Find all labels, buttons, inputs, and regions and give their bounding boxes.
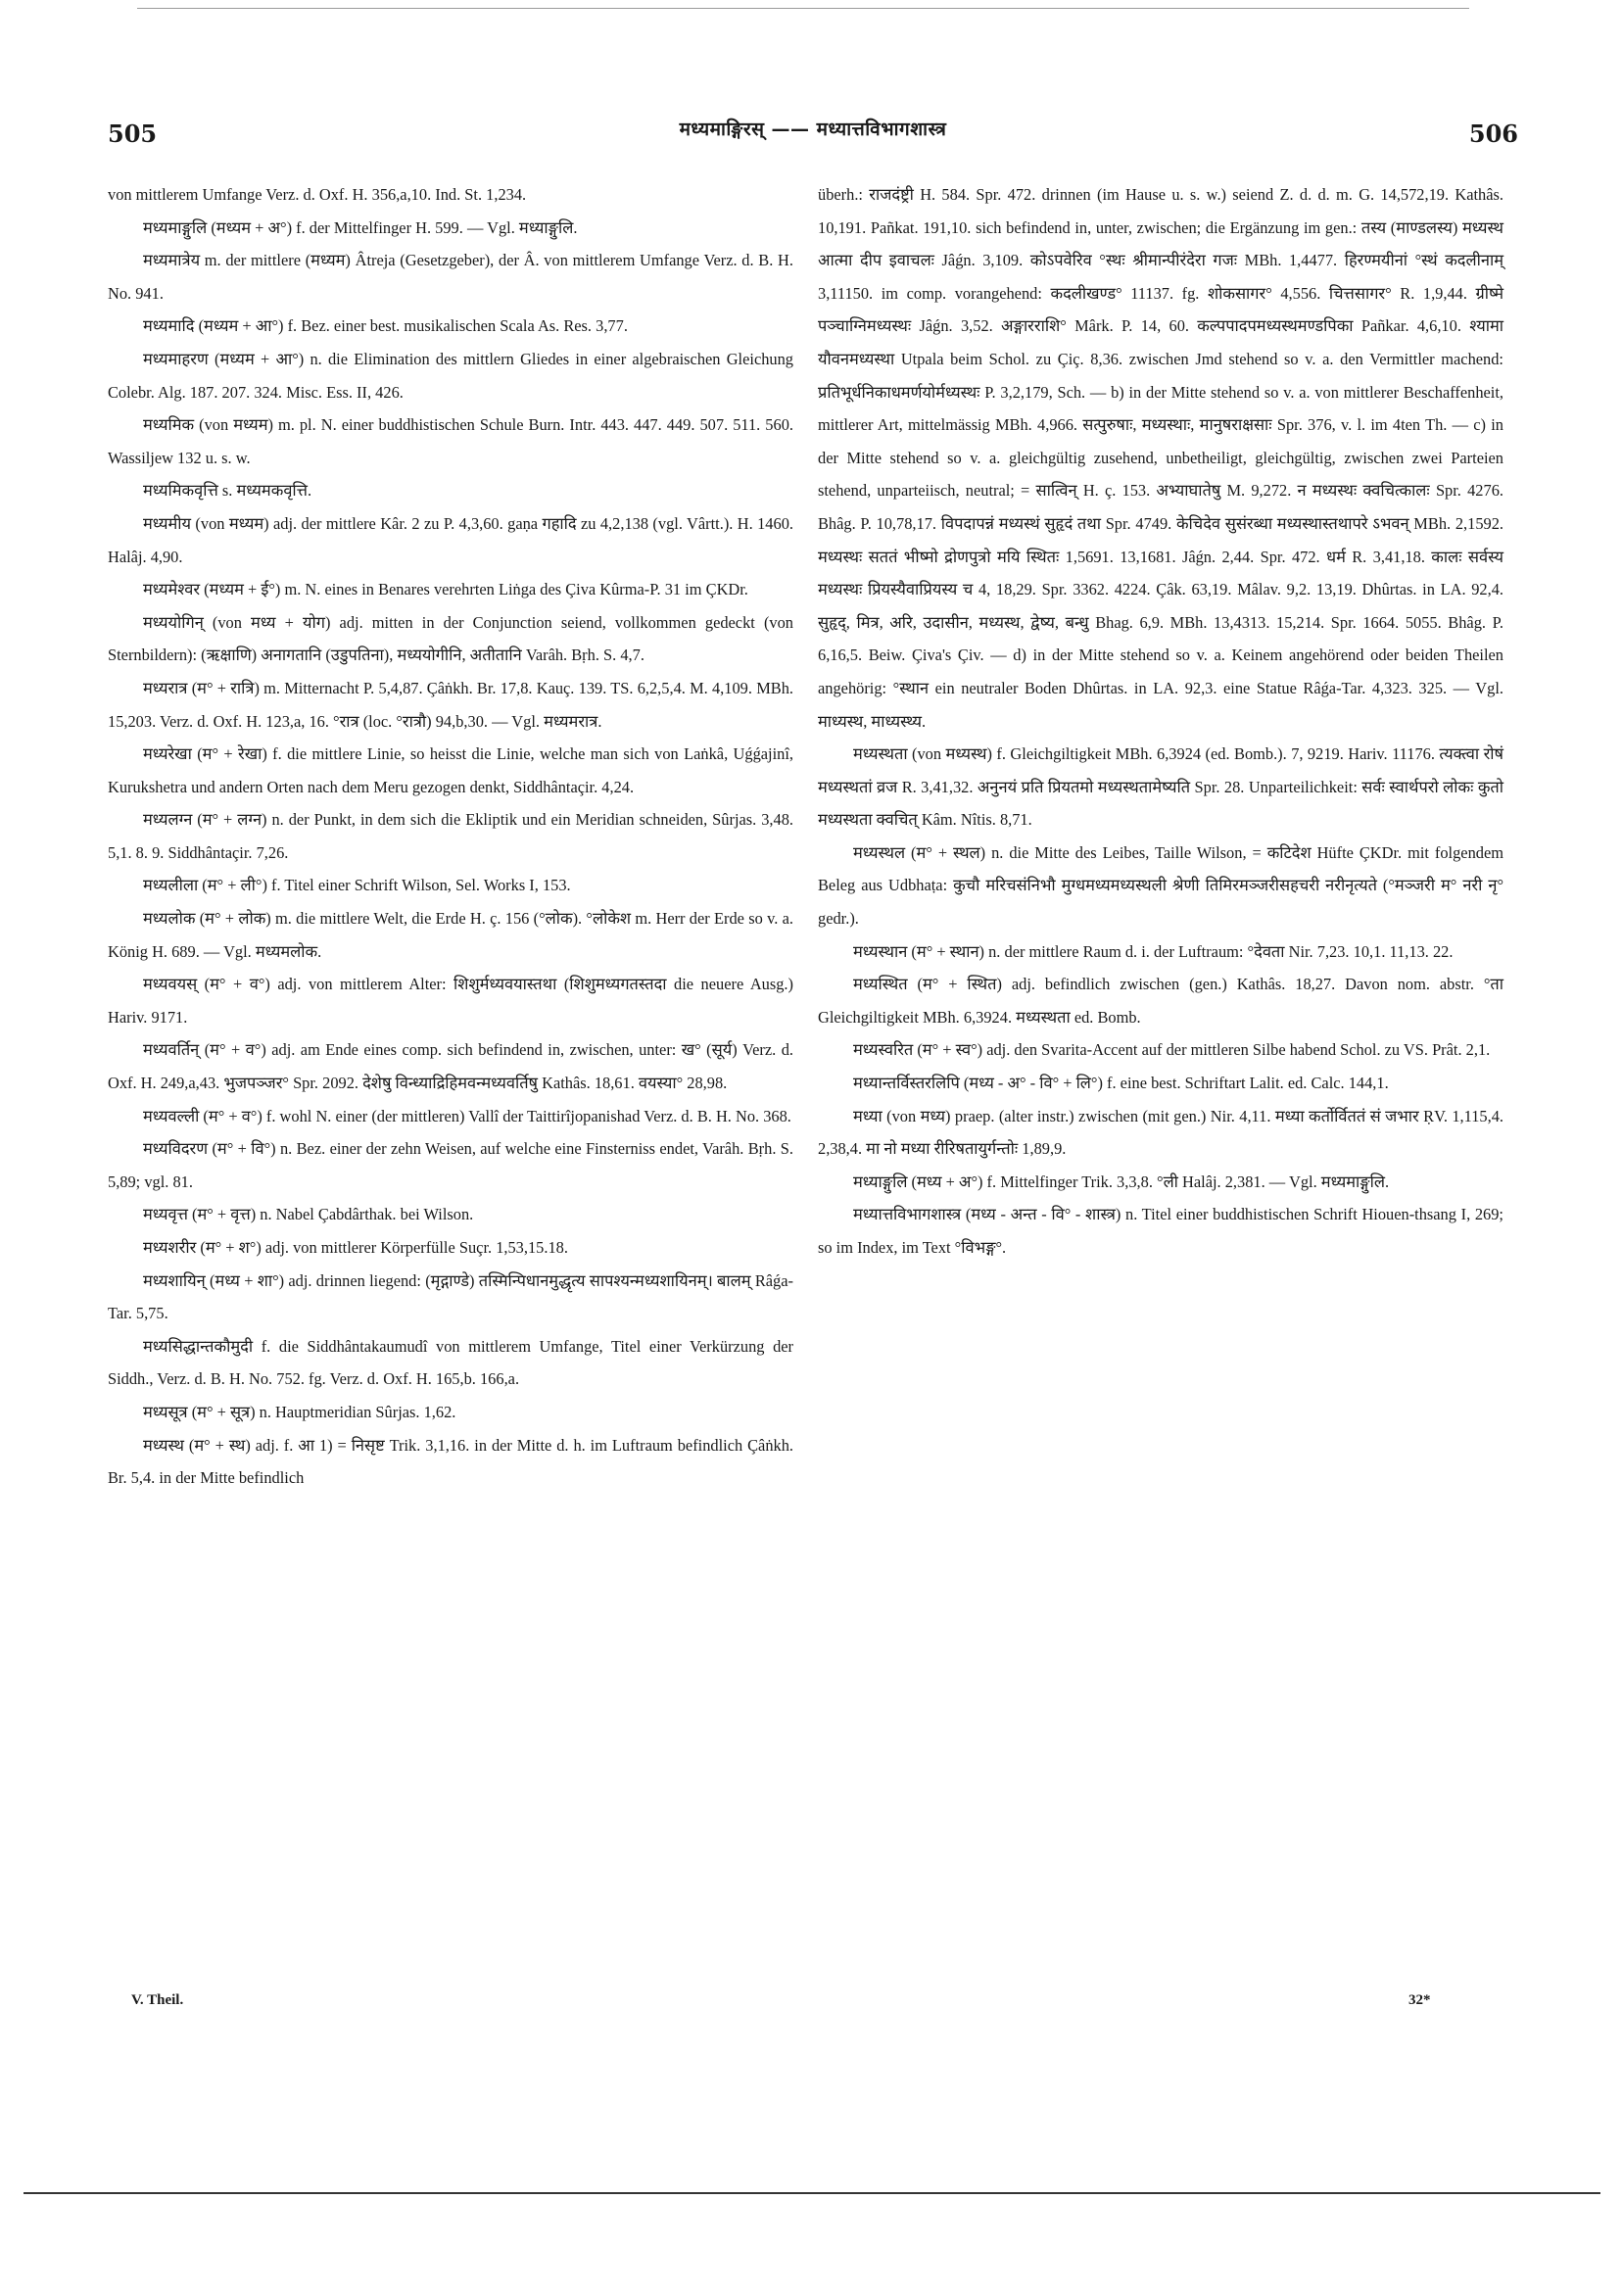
dictionary-entry: मध्यमिकवृत्ति s. मध्यमकवृत्ति. (143, 481, 312, 501)
dictionary-entry: मध्यमेश्वर (मध्यम + ई°) m. N. eines in Benares verehrten Liṅga des Çiva Kûrma-P. 31 im ÇKDr. (143, 580, 748, 599)
dictionary-entry: मध्यमिक (von मध्यम) m. pl. N. einer buddhistischen Schule Burn. Intr. 443. 447. 449. 507. 511. 560. Wassiljew 132 u. s. w. (108, 415, 793, 467)
dictionary-entry: मध्या (von मध्य) praep. (alter instr.) zwischen (mit gen.) Nir. 4,11. मध्या कर्तोर्विततं सं जभार ṚV. 1,115,4. 2,38,4. मा नो मध्या रीरिषतायुर्गन्तोः 1,89,9. (818, 1106, 1503, 1159)
dictionary-entry: मध्यलोक (म° + लोक) m. die mittlere Welt, die Erde H. ç. 156 (°लोक). °लोकेश m. Herr der Erde so v. a. König H. 689. — Vgl. मध्यमलोक. (108, 909, 793, 961)
dictionary-entry: मध्ययोगिन् (von मध्य + योग) adj. mitten in der Conjunction seiend, vollkommen gedeckt (von Sternbildern): (ऋक्षाणि) अनागतानि (उडुपतिना), मध्ययोगीनि, अतीतानि Varâh. Bṛh. S. 4,7. (108, 612, 793, 665)
left-column (108, 178, 793, 1495)
running-title: मध्यमाङ्गिरस् —— मध्यात्तविभागशास्त्र (679, 119, 947, 140)
dictionary-entry: मध्यविदरण (म° + वि°) n. Bez. einer der zehn Weisen, auf welche eine Finsterniss endet, Varâh. Bṛh. S. 5,89; vgl. 81. (108, 1139, 793, 1191)
dictionary-entry: मध्यमीय (von मध्यम) adj. der mittlere Kâr. 2 zu P. 4,3,60. gaṇa गहादि zu 4,2,138 (vgl. Vârtt.). H. 1460. Halâj. 4,90. (108, 513, 793, 566)
dictionary-entry: मध्यशायिन् (मध्य + शा°) adj. drinnen liegend: (मृद्गाण्डे) तस्मिन्पिधानमुद्धृत्य सापश्यन्मध्यशायिनम्। बालम् Râǵa-Tar. 5,75. (108, 1270, 793, 1323)
dictionary-entry: von mittlerem Umfange Verz. d. Oxf. H. 356,a,10. Ind. St. 1,234. (108, 185, 527, 204)
page-number-right: 506 (1468, 120, 1518, 148)
dictionary-entry: मध्यान्तर्विस्तरलिपि (मध्य - अ° - वि° + लि°) f. eine best. Schriftart Lalit. ed. Calc. 144,1. (853, 1074, 1389, 1093)
page-number-left: 505 (108, 120, 158, 148)
scan-edge-line (137, 8, 1469, 9)
dictionary-entry: मध्यमादि (मध्यम + आ°) f. Bez. einer best. musikalischen Scala As. Res. 3,77. (143, 316, 628, 336)
dictionary-entry: मध्यमाङ्गुलि (मध्यम + अ°) f. der Mittelfinger H. 599. — Vgl. मध्याङ्गुलि. (143, 217, 578, 237)
dictionary-entry: überh.: राजदंष्ट्री H. 584. Spr. 472. drinnen (im Hause u. s. w.) seiend Z. d. d. m. G. 14,572,19. Kathâs. 10,191. Pañkat. 191,10. sich befindend in, unter, zwischen; die Ergänzung im gen.: तस्य (माण्डलस्य) मध्यस्थ आत्मा दीप इवाचलः Jâǵn. 3,109. कोऽपवेरिव °स्थः श्रीमान्पीरंदेरा गजः MBh. 1,4477. हिरण्मयीनां °स्थं कदलीनाम् 3,11150. im comp. vorangehend: कदलीखण्ड° 11137. fg. शोकसागर° 4,556. चित्तसागर° R. 1,9,44. ग्रीष्मे पञ्चाग्निमध्यस्थः Jâǵn. 3,52. अङ्गारराशि° Mârk. P. 14, 60. कल्पपादपमध्यस्थमण्डपिका Pañkar. 4,6,10. श्यामा यौवनमध्यस्था Utpala beim Schol. zu Çiç. 8,36. zwischen Jmd stehend so v. a. den Vermittler machend: प्रतिभूर्धनिकाधमर्णयोर्मध्यस्थः P. 3,2,179, Sch. — b) in der Mitte stehend so v. a. von mittlerer Beschaffenheit, mittlerer Art, mittelmässig MBh. 4,966. सत्पुरुषाः, मध्यस्थाः, मानुषराक्षसाः Spr. 376, v. l. im 4ten Th. — c) in der Mitte stehend so v. a. gleichgültig zusehend, unbetheiligt, gleichgültig, zwischen zwei Parteien stehend, unparteiisch, neutral; = सात्विन् H. ç. 153. अभ्याघातेषु M. 9,272. न मध्यस्थः क्वचित्कालः Spr. 4276. Bhâg. P. 10,78,17. विपदापन्नं मध्यस्थं सुहृदं तथा Spr. 4749. केचिदेव सुसंरब्धा मध्यस्थास्तथापरे ऽभवन् MBh. 2,1592. मध्यस्थः सततं भीष्मो द्रोणपुत्रो मयि स्थितः 1,5691. 13,1681. Jâǵn. 2,44. Spr. 472. धर्म R. 3,41,18. कालः सर्वस्य मध्यस्थः प्रियस्यैवाप्रियस्य च 4, 18,29. Spr. 3362. 4224. Çâk. 63,19. Mâlav. 9,2. 13,19. Dhûrtas. in LA. 92,4. सुहृद्, मित्र, अरि, उदासीन, मध्यस्थ, द्वेष्य, बन्धु Bhag. 6,9. MBh. 13,4313. 15,214. Spr. 1664. 5055. Bhâg. P. 6,16,5. Beiw. Çiva's Çiv. — d) in der Mitte stehend so v. a. Keinem angehörend oder beiden Theilen angehörig: °स्थान ein neutraler Boden Dhûrtas. in LA. 92,3. eine Statue Râǵa-Tar. 4,323. 325. — Vgl. माध्यस्थ, माध्यस्थ्य. (818, 185, 1503, 731)
dictionary-entry: मध्यवल्ली (म° + व°) f. wohl N. einer (der mittleren) Vallî der Taittirîjopanishad Verz. d. B. H. No. 368. (143, 1106, 791, 1125)
dictionary-entry: मध्यस्थ (म° + स्थ) adj. f. आ 1) = निसृष्ट Trik. 3,1,16. in der Mitte d. h. im Luftraum befindlich Çâṅkh. Br. 5,4. in der Mitte befindlich (108, 1435, 793, 1488)
dictionary-entry: मध्यवर्तिन् (म° + व°) adj. am Ende eines comp. sich befindend in, zwischen, unter: ख° (सूर्य) Verz. d. Oxf. H. 249,a,43. भुजपञ्जर° Spr. 2092. देशेषु विन्ध्याद्रिहिमवन्मध्यवर्तिषु Kathâs. 18,61. वयस्या° 28,98. (108, 1040, 793, 1093)
dictionary-entry: मध्यरेखा (म° + रेखा) f. die mittlere Linie, so heisst die Linie, welche man sich von Laṅkâ, Uǵǵajinî, Kurukshetra und andern Orten nach dem Meru gezogen denkt, Siddhântaçir. 4,24. (108, 744, 793, 796)
dictionary-entry: मध्यस्थान (म° + स्थान) n. der mittlere Raum d. i. der Luftraum: °देवता Nir. 7,23. 10,1. 11,13. 22. (853, 941, 1454, 961)
dictionary-entry: मध्यसिद्धान्तकौमुदी f. die Siddhântakaumudî von mittlerem Umfange, Titel einer Verkürzung der Siddh., Verz. d. B. H. No. 752. fg. Verz. d. Oxf. H. 165,b. 166,a. (108, 1336, 793, 1389)
dictionary-entry: मध्यस्वरित (म° + स्व°) adj. den Svarita-Accent auf der mittleren Silbe habend Schol. zu VS. Prât. 2,1. (853, 1040, 1491, 1060)
page-header (108, 116, 1518, 155)
footer-signature: 32* (1408, 1992, 1431, 2008)
dictionary-entry: मध्यस्थल (म° + स्थल) n. die Mitte des Leibes, Taille Wilson, = कटिदेश Hüfte ÇKDr. mit folgendem Beleg aus Udbhaṭa: कुचौ मरिचसंनिभौ मुग्धमध्यमध्यस्थली श्रेणी तिमिरमञ्जरीसहचरी नरीनृत्यते (°मञ्जरी म° नरी नृ° gedr.). (818, 842, 1503, 929)
dictionary-entry: मध्यस्थता (von मध्यस्थ) f. Gleichgiltigkeit MBh. 6,3924 (ed. Bomb.). 7, 9219. Hariv. 11176. त्यक्त्वा रोषं मध्यस्थतां व्रज R. 3,41,32. अनुनयं प्रति प्रियतमो मध्यस्थतामेष्यति Spr. 28. Unparteilichkeit: सर्वः स्वार्थपरो लोकः कुतो मध्यस्थता क्वचित् Kâm. Nîtis. 8,71. (818, 744, 1503, 830)
dictionary-entry: मध्यवयस् (म° + व°) adj. von mittlerem Alter: शिशुर्मध्यवयास्तथा (शिशुमध्यगतस्तदा die neuere Ausg.) Hariv. 9171. (108, 975, 793, 1027)
dictionary-entry: मध्यलीला (म° + ली°) f. Titel einer Schrift Wilson, Sel. Works I, 153. (143, 876, 571, 895)
dictionary-entry: मध्यमात्रेय m. der mittlere (मध्यम) Âtreja (Gesetzgeber), der Â. von mittlerem Umfange Verz. d. B. H. No. 941. (108, 251, 793, 303)
dictionary-entry: मध्यसूत्र (म° + सूत्र) n. Hauptmeridian Sûrjas. 1,62. (143, 1402, 456, 1421)
right-column (818, 178, 1503, 1265)
dictionary-entry: मध्यात्तविभागशास्त्र (मध्य - अन्त - वि° - शास्त्र) n. Titel einer buddhistischen Schrift Hiouen-thsang I, 269; so im Index, im Text °विभङ्ग°. (818, 1205, 1503, 1257)
footer-volume: V. Theil. (131, 1992, 184, 2008)
dictionary-entry: मध्यशरीर (म° + श°) adj. von mittlerer Körperfülle Suçr. 1,53,15.18. (143, 1238, 568, 1257)
dictionary-entry: मध्यलग्न (म° + लग्न) n. der Punkt, in dem sich die Ekliptik und ein Meridian schneiden, Sûrjas. 3,48. 5,1. 8. 9. Siddhântaçir. 7,26. (108, 810, 793, 862)
dictionary-entry: मध्याङ्गुलि (मध्य + अ°) f. Mittelfinger Trik. 3,3,8. °ली Halâj. 2,381. — Vgl. मध्यमाङ्गुलि. (853, 1172, 1390, 1191)
dictionary-entry: मध्यवृत्त (म° + वृत्त) n. Nabel Çabdârthak. bei Wilson. (143, 1205, 474, 1224)
dictionary-entry: मध्यमाहरण (मध्यम + आ°) n. die Elimination des mittlern Gliedes in einer algebraischen Gleichung Colebr. Alg. 187. 207. 324. Misc. Ess. II, 426. (108, 349, 793, 402)
dictionary-entry: मध्यरात्र (म° + रात्रि) m. Mitternacht P. 5,4,87. Çâṅkh. Br. 17,8. Kauç. 139. TS. 6,2,5,4. M. 4,109. MBh. 15,203. Verz. d. Oxf. H. 123,a, 16. °रात्र (loc. °रात्रौ) 94,b,30. — Vgl. मध्यमरात्र. (108, 678, 793, 731)
bottom-rule (24, 2192, 1600, 2194)
dictionary-entry: मध्यस्थित (म° + स्थित) adj. befindlich zwischen (gen.) Kathâs. 18,27. Davon nom. abstr. °ता Gleichgiltigkeit MBh. 6,3924. मध्यस्थता ed. Bomb. (818, 975, 1503, 1027)
